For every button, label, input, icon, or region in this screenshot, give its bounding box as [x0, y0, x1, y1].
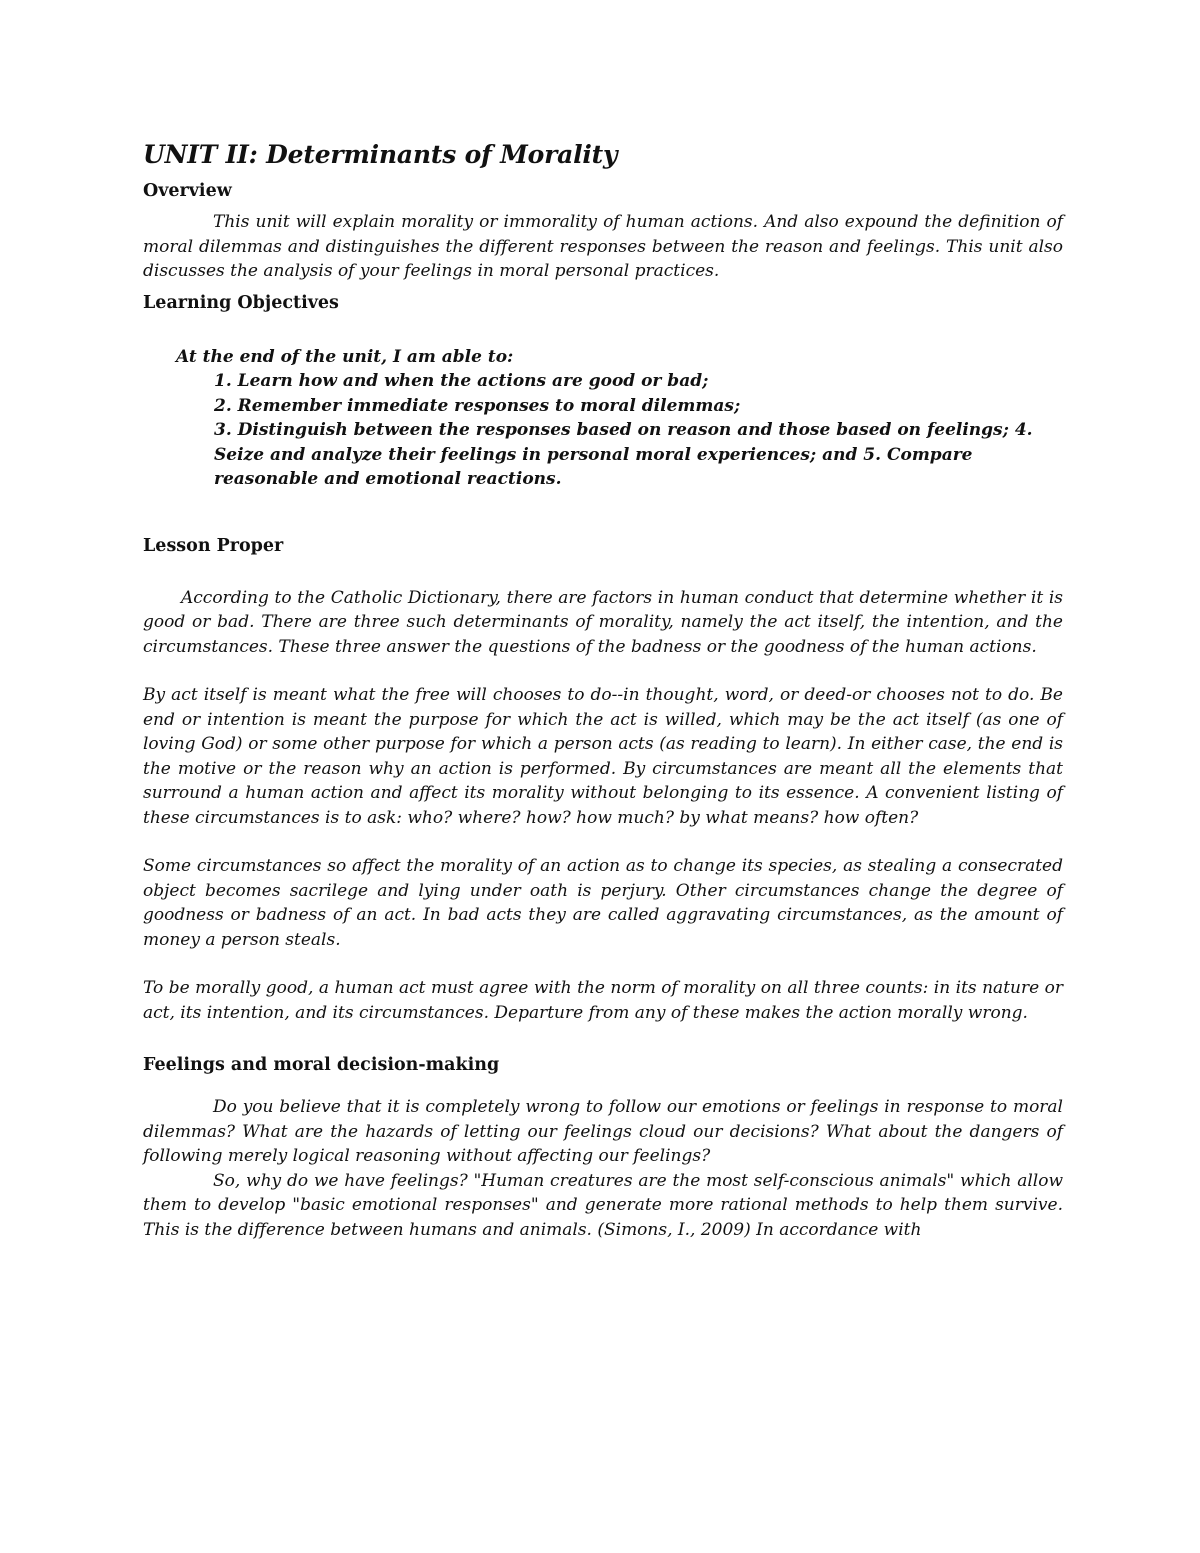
learning-objectives	[143, 345, 1063, 492]
feelings-heading: Feelings and moral decision-making	[143, 1055, 500, 1075]
objective-item: 3. Distinguish between the responses based on reason and those based on feelings; 4. Seize and analyze their feelings in personal moral experiences; and 5. Compare reasonable and emotional reactions.	[214, 420, 1033, 489]
lesson-paragraph: According to the Catholic Dictionary, there are factors in human conduct that determine whether it is good or bad. There are three such determinants of morality, namely the act itself, the intention, and the circumstances. These three answer the questions of the badness or the goodness of the human actions.	[143, 587, 1063, 657]
lesson-paragraph: By act itself is meant what the free will chooses to do--in thought, word, or deed-or chooses not to do. Be end or intention is meant the purpose for which the act is willed, which may be the act itself (as one of loving God) or some other purpose for which a person acts (as reading to learn). In either case, the end is the motive or the reason why an action is performed. By circumstances are meant all the elements that surround a human action and affect its morality without belonging to its essence. A convenient listing of these circumstances is to ask: who? where? how? how much? by what means? how often?	[143, 685, 1063, 828]
lesson-paragraph: Some circumstances so affect the morality of an action as to change its species, as stealing a consecrated object becomes sacrilege and lying under oath is perjury. Other circumstances change the degree of goodness or badness of an act. In bad acts they are called aggravating circumstances, as the amount of money a person steals.	[143, 856, 1063, 950]
objectives-lead: At the end of the unit, I am able to:	[176, 346, 514, 367]
lesson-paragraph: To be morally good, a human act must agree with the norm of morality on all three counts: in its nature or act, its intention, and its circumstances. Departure from any of these makes the action morally wrong.	[143, 978, 1063, 1023]
objective-item: 1. Learn how and when the actions are good or bad;	[214, 371, 709, 391]
feelings-paragraph: Do you believe that it is completely wrong to follow our emotions or feelings in response to moral dilemmas? What are the hazards of letting our feelings cloud our decisions? What about the dangers of following merely logical reasoning without affecting our feelings?	[143, 1097, 1063, 1166]
learning-objectives-heading: Learning Objectives	[143, 292, 339, 313]
lesson-proper-heading: Lesson Proper	[143, 535, 284, 556]
overview-paragraph: This unit will explain morality or immorality of human actions. And also expound the definition of moral dilemmas and distinguishes the different responses between the reason and feelings. This unit also discusses the analysis of your feelings in moral personal practices.	[143, 212, 1063, 281]
feelings-paragraph: So, why do we have feelings? "Human creatures are the most self-conscious animals" which allow them to develop "basic emotional responses" and generate more rational methods to help them survive. This is the difference between humans and animals. (Simons, I., 2009) In accordance with	[143, 1170, 1063, 1240]
objectives-list	[143, 369, 1063, 492]
document-page	[143, 140, 1063, 1242]
objective-item: 2. Remember immediate responses to moral dilemmas;	[214, 395, 741, 416]
unit-title: UNIT II: Determinants of Morality	[143, 140, 618, 169]
overview-heading: Overview	[143, 181, 232, 201]
